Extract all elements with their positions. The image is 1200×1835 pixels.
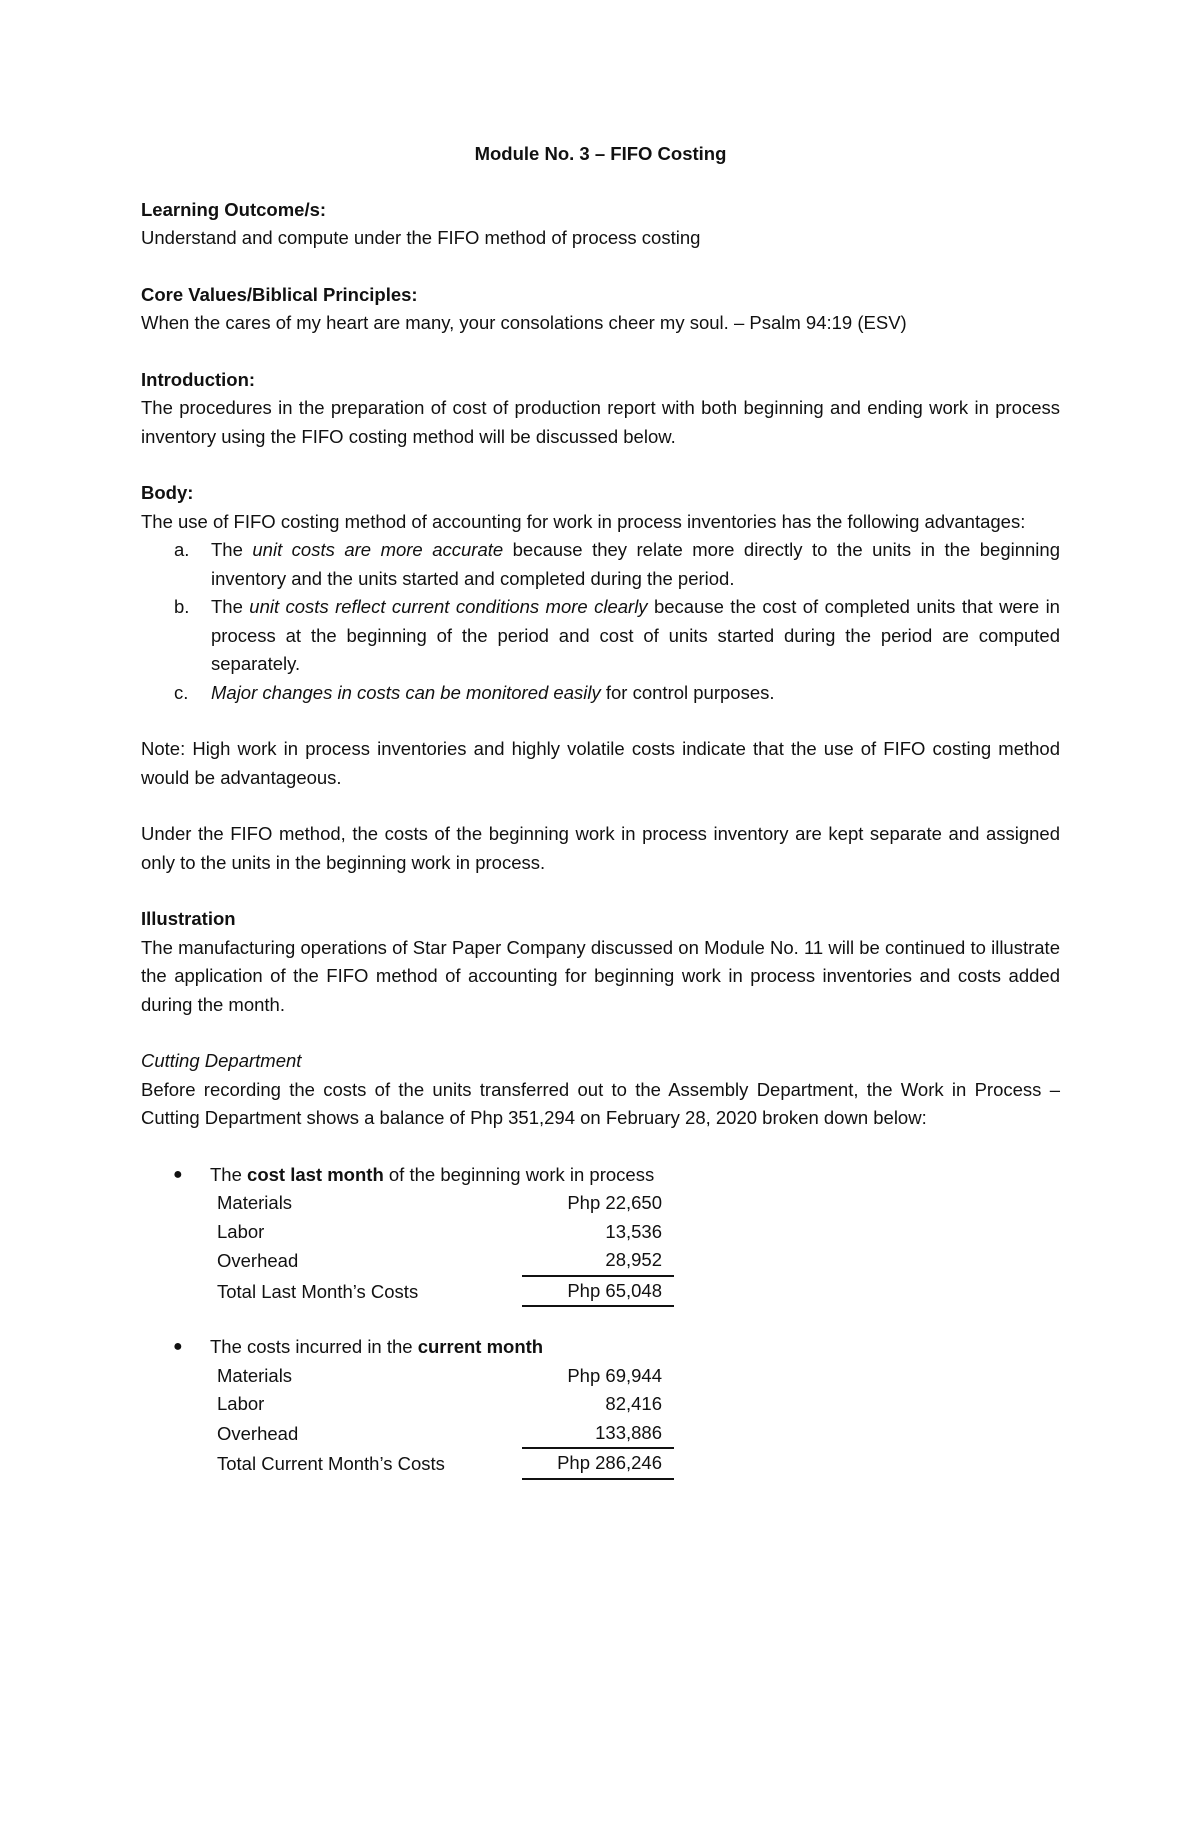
bullet-bold-text: cost last month — [247, 1163, 384, 1185]
body-intro: The use of FIFO costing method of accounting for work in process inventories has the following advantages: — [141, 510, 1026, 532]
last-month-costs-block — [141, 1161, 1060, 1308]
bullet-icon: ● — [173, 1165, 183, 1183]
note-section — [141, 735, 1060, 792]
page-title: Module No. 3 – FIFO Costing — [474, 143, 727, 164]
list-item-emphasis: unit costs reflect current conditions more clearly — [249, 596, 648, 617]
fifo-paragraph-section — [141, 820, 1060, 877]
list-item — [141, 593, 1060, 679]
table-cell-item: Overhead — [217, 1422, 299, 1444]
bullet-text: The costs incurred in the — [210, 1336, 418, 1357]
core-values-section — [141, 281, 1060, 338]
note-text: Note: High work in process inventories and highly volatile costs indicate that the use of FIFO costing method would be advantageous. — [141, 738, 1060, 788]
introduction-label: Introduction: — [141, 368, 256, 390]
table-row-total — [217, 1276, 674, 1307]
last-month-costs-table — [217, 1189, 674, 1307]
introduction-text: The procedures in the preparation of cost of production report with both beginning and ending work in process inventory using the FIFO costing method will be discussed below. — [141, 397, 1060, 447]
body-label: Body: — [141, 482, 194, 503]
learning-outcome-section — [141, 196, 1060, 253]
table-row — [217, 1390, 674, 1419]
body-section — [141, 479, 1060, 707]
table-row — [217, 1246, 674, 1276]
total-amount: Php 286,246 — [522, 1448, 674, 1479]
table-cell-item: Overhead — [217, 1250, 299, 1271]
current-month-costs-block — [141, 1333, 1060, 1480]
total-amount: Php 65,048 — [522, 1276, 674, 1307]
table-row — [217, 1189, 674, 1218]
document-page — [141, 140, 1060, 1506]
list-item — [141, 679, 1060, 708]
list-item-text: because the cost of completed units that were in process at the beginning of the period and cost of units started during the period are computed separately. — [211, 596, 1060, 674]
table-row — [217, 1218, 674, 1247]
table-cell-amount: Php 69,944 — [567, 1364, 662, 1386]
list-item-text: for control purposes. — [600, 681, 775, 703]
table-cell-item: Labor — [217, 1220, 265, 1242]
bullet-text: The — [210, 1163, 248, 1185]
table-cell-item: Materials — [217, 1364, 293, 1386]
table-cell-item: Materials — [217, 1192, 293, 1213]
table-cell-amount: Php 22,650 — [567, 1192, 662, 1213]
list-marker: a. — [174, 539, 190, 560]
last-month-bullet — [141, 1161, 1060, 1190]
total-label: Total Current Month’s Costs — [217, 1453, 445, 1474]
list-item-text: The — [211, 596, 250, 617]
bullet-bold-text: current month — [417, 1336, 544, 1357]
list-item-text: The — [211, 539, 253, 560]
table-cell-item: Labor — [217, 1393, 265, 1414]
cutting-department-heading: Cutting Department — [141, 1050, 302, 1071]
current-month-costs-table — [217, 1362, 674, 1480]
learning-outcome-text: Understand and compute under the FIFO method of process costing — [141, 227, 701, 248]
list-item-emphasis: Major changes in costs can be monitored easily — [211, 681, 601, 703]
table-row-total — [217, 1448, 674, 1479]
bullet-text: of the beginning work in process — [383, 1163, 655, 1185]
table-cell-amount: 82,416 — [605, 1393, 662, 1414]
table-cell-amount: 28,952 — [522, 1246, 674, 1276]
table-cell-amount: 133,886 — [522, 1419, 674, 1449]
core-values-text: When the cares of my heart are many, your consolations cheer my soul. – Psalm 94:19 (ESV) — [141, 312, 907, 333]
illustration-label: Illustration — [141, 908, 236, 929]
list-marker: b. — [174, 596, 190, 617]
list-marker: c. — [174, 681, 189, 703]
table-row — [217, 1419, 674, 1449]
advantages-list — [141, 536, 1060, 707]
current-month-bullet — [141, 1333, 1060, 1362]
list-item-emphasis: unit costs are more accurate — [252, 539, 504, 560]
core-values-label: Core Values/Biblical Principles: — [141, 283, 418, 305]
learning-outcome-label: Learning Outcome/s: — [141, 198, 327, 220]
total-label: Total Last Month’s Costs — [217, 1280, 419, 1302]
table-cell-amount: 13,536 — [605, 1220, 662, 1242]
introduction-section — [141, 366, 1060, 452]
bullet-icon: ● — [173, 1338, 183, 1355]
illustration-section — [141, 905, 1060, 1019]
illustration-text: The manufacturing operations of Star Paper Company discussed on Module No. 11 will be continued to illustrate the application of the FIFO method of accounting for beginning work in process inventories and costs added during the month. — [141, 936, 1060, 1015]
fifo-paragraph: Under the FIFO method, the costs of the beginning work in process inventory are kept separate and assigned only to the units in the beginning work in process. — [141, 823, 1060, 873]
list-item — [141, 536, 1060, 593]
list-item-text: because they relate more directly to the units in the beginning inventory and the units started and completed during the period. — [211, 539, 1060, 589]
cutting-department-section — [141, 1047, 1060, 1133]
table-row — [217, 1362, 674, 1391]
cutting-department-text: Before recording the costs of the units transferred out to the Assembly Department, the Work in Process – Cutting Department shows a balance of Php 351,294 on February 28, 2020 broken down below: — [141, 1078, 1060, 1128]
